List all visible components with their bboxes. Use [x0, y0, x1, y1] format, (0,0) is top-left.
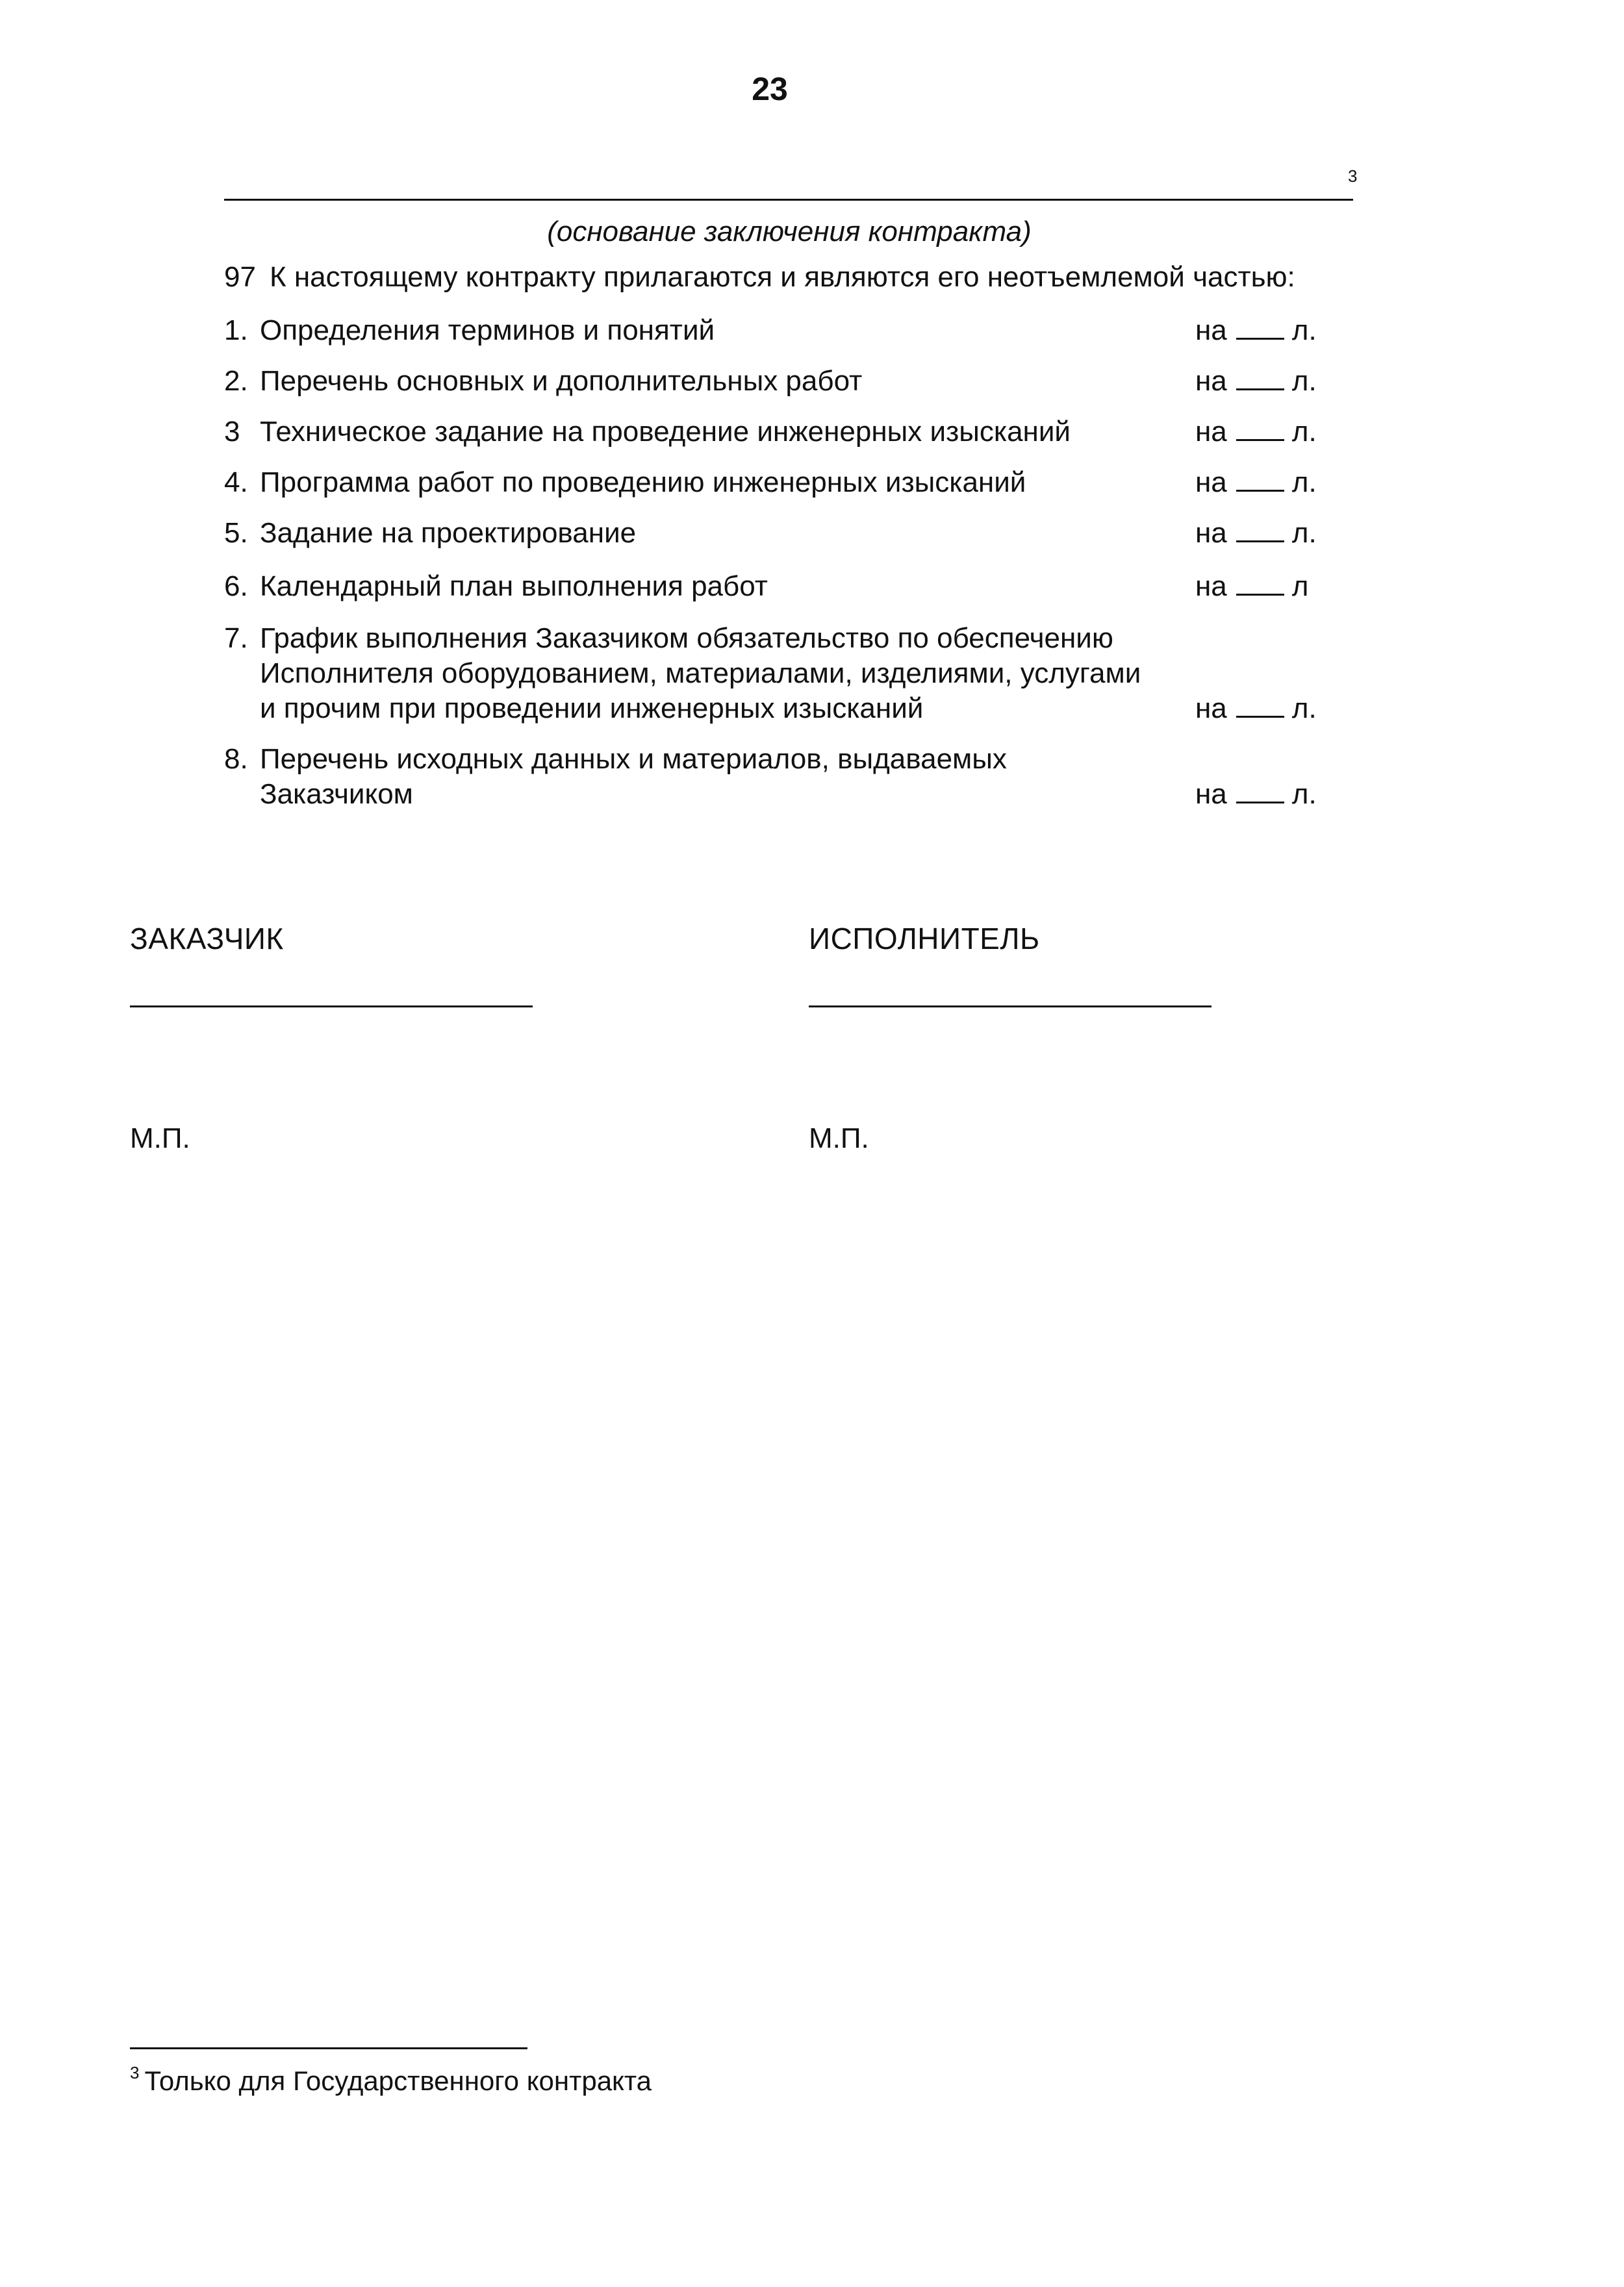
attachments-intro: [224, 261, 1295, 294]
attachment-text-line: График выполнения Заказчиком обязательство по обеспечению: [260, 622, 1113, 654]
attachment-index: 6.: [224, 570, 248, 602]
sheet-count: [1195, 569, 1308, 604]
sheet-count: [1195, 691, 1317, 726]
sheet-suffix: л.: [1291, 517, 1317, 549]
attachment-text-line: Перечень основных и дополнительных работ: [260, 365, 863, 397]
basis-caption: (основание заключения контракта): [547, 216, 1032, 247]
footnote-mark: 3: [130, 2063, 140, 2082]
sheet-suffix: л.: [1291, 778, 1317, 810]
sheet-prefix: на: [1195, 314, 1227, 346]
clause-text: К настоящему контракту прилагаются и являются его неотъемлемой частью:: [270, 261, 1295, 293]
attachment-text-line: и прочим при проведении инженерных изысканий: [260, 692, 924, 724]
sheet-suffix: л.: [1291, 692, 1317, 724]
sheet-count-blank[interactable]: [1236, 778, 1284, 803]
footnote-separator: [130, 2047, 527, 2049]
attachment-text-line: Календарный план выполнения работ: [260, 570, 768, 602]
sheet-count: [1195, 364, 1317, 399]
attachment-index: 8.: [224, 743, 248, 775]
sheet-count: [1195, 516, 1317, 551]
sheet-prefix: на: [1195, 778, 1227, 810]
sheet-count-blank[interactable]: [1236, 466, 1284, 492]
attachment-index: 7.: [224, 622, 248, 654]
attachment-item-6: [224, 569, 1328, 604]
attachment-index: 1.: [224, 314, 248, 346]
attachment-item-4: [224, 465, 1328, 500]
sheet-count-blank[interactable]: [1236, 692, 1284, 718]
sheet-suffix: л.: [1291, 314, 1317, 346]
sheet-count-blank[interactable]: [1236, 314, 1284, 340]
attachment-text-line: Перечень исходных данных и материалов, выдаваемых: [260, 743, 1007, 775]
attachment-item-5: [224, 516, 1328, 551]
sheet-suffix: л.: [1291, 466, 1317, 498]
attachment-text-line: Заказчиком: [260, 778, 413, 810]
customer-stamp-place: М.П.: [130, 1122, 190, 1154]
attachment-text-line: Техническое задание на проведение инженерных изысканий: [260, 416, 1071, 448]
sheet-count: [1195, 414, 1317, 449]
attachment-index: 5.: [224, 517, 248, 549]
attachment-item-1: [224, 313, 1328, 348]
customer-label: ЗАКАЗЧИК: [130, 922, 284, 955]
sheet-prefix: на: [1195, 692, 1227, 724]
sheet-suffix: л.: [1291, 416, 1317, 448]
attachment-index: 3: [224, 416, 240, 448]
attachment-item-8: [224, 742, 1328, 812]
attachment-item-7: [224, 621, 1328, 726]
attachment-text-line: Определения терминов и понятий: [260, 314, 715, 346]
sheet-count: [1195, 465, 1317, 500]
sheet-suffix: л.: [1291, 365, 1317, 397]
sheet-count: [1195, 313, 1317, 348]
sheet-count-blank[interactable]: [1236, 517, 1284, 542]
attachment-item-3: [224, 414, 1328, 449]
footnote-text: Только для Государственного контракта: [144, 2066, 652, 2096]
attachment-text-line: Задание на проектирование: [260, 517, 637, 549]
footnote: [130, 2063, 652, 2097]
sheet-count-blank[interactable]: [1236, 570, 1284, 596]
page-number: 23: [752, 71, 788, 107]
sheet-prefix: на: [1195, 416, 1227, 448]
sheet-suffix: л: [1291, 570, 1309, 602]
attachment-text-line: Исполнителя оборудованием, материалами, изделиями, услугами: [260, 657, 1141, 689]
contractor-stamp-place: М.П.: [809, 1122, 869, 1154]
sheet-count: [1195, 777, 1317, 812]
attachment-item-2: [224, 364, 1328, 399]
attachment-text-line: Программа работ по проведению инженерных изысканий: [260, 466, 1026, 498]
customer-signature-line[interactable]: [130, 1005, 533, 1007]
sheet-prefix: на: [1195, 517, 1227, 549]
sheet-count-blank[interactable]: [1236, 365, 1284, 390]
sheet-count-blank[interactable]: [1236, 416, 1284, 441]
contractor-label: ИСПОЛНИТЕЛЬ: [809, 922, 1040, 955]
basis-fill-line: [224, 199, 1353, 201]
contractor-signature-line[interactable]: [809, 1005, 1212, 1007]
sheet-prefix: на: [1195, 570, 1227, 602]
attachment-index: 2.: [224, 365, 248, 397]
footnote-reference-mark: 3: [1348, 166, 1358, 186]
sheet-prefix: на: [1195, 466, 1227, 498]
attachment-index: 4.: [224, 466, 248, 498]
sheet-prefix: на: [1195, 365, 1227, 397]
clause-number: 97: [224, 261, 256, 293]
